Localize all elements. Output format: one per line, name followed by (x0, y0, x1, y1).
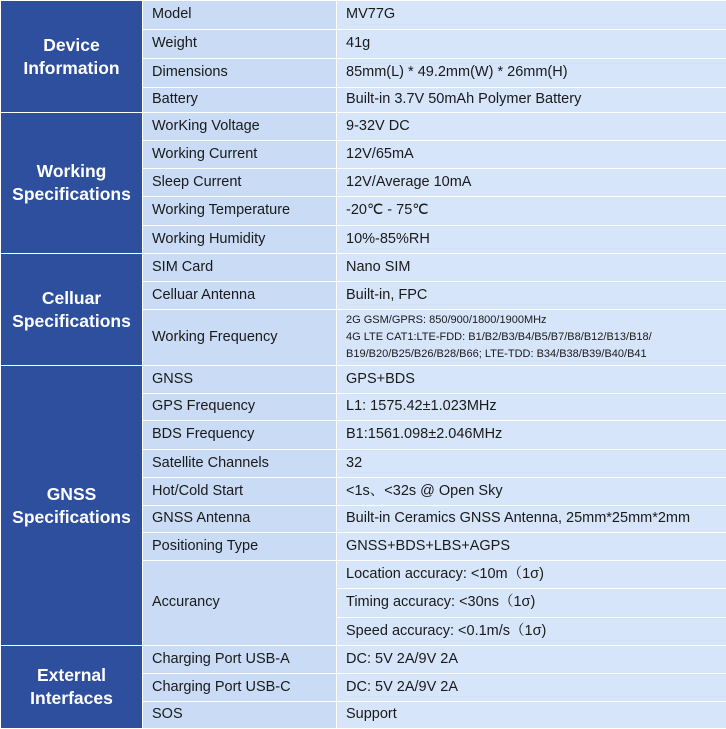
spec-value: Built-in 3.7V 50mAh Polymer Battery (337, 88, 726, 113)
spec-label: GNSS (143, 366, 337, 394)
frequency-line: 2G GSM/GPRS: 850/900/1800/1900MHz (346, 312, 726, 329)
spec-value: Support (337, 702, 726, 729)
section-title-line: Specifications (1, 183, 142, 206)
spec-label: SIM Card (143, 254, 337, 282)
section-title-line: Information (1, 57, 142, 80)
spec-label: Working Current (143, 141, 337, 169)
spec-label: SOS (143, 702, 337, 729)
section-title-line: Celluar (1, 287, 142, 310)
spec-value: B1:1561.098±2.046MHz (337, 421, 726, 450)
spec-value: 12V/Average 10mA (337, 169, 726, 197)
section-working-specifications (1, 113, 143, 254)
spec-value: 12V/65mA (337, 141, 726, 169)
spec-label: Hot/Cold Start (143, 478, 337, 506)
spec-label: Battery (143, 88, 337, 113)
spec-value-multiline (337, 310, 726, 366)
spec-label: Charging Port USB-C (143, 674, 337, 702)
spec-label: Working Frequency (143, 310, 337, 366)
spec-label: Weight (143, 30, 337, 59)
spec-label: Celluar Antenna (143, 282, 337, 310)
table-row (1, 254, 726, 282)
table-row (1, 1, 726, 30)
spec-value: GNSS+BDS+LBS+AGPS (337, 533, 726, 561)
spec-label: Satellite Channels (143, 450, 337, 478)
spec-value: Timing accuracy: <30ns（1σ) (337, 589, 726, 618)
section-title-line: External (1, 664, 142, 687)
spec-value: Speed accuracy: <0.1m/s（1σ) (337, 618, 726, 646)
spec-value: MV77G (337, 1, 726, 30)
spec-label: BDS Frequency (143, 421, 337, 450)
spec-value: Built-in Ceramics GNSS Antenna, 25mm*25mm*2mm (337, 506, 726, 533)
frequency-line: 4G LTE CAT1:LTE-FDD: B1/B2/B3/B4/B5/B7/B8/B12/B13/B18/ (346, 329, 726, 346)
spec-label: Charging Port USB-A (143, 646, 337, 674)
section-title-line: Device (1, 34, 142, 57)
section-title-line: Specifications (1, 506, 142, 529)
section-title-line: Specifications (1, 310, 142, 333)
spec-value: 85mm(L) * 49.2mm(W) * 26mm(H) (337, 59, 726, 88)
section-gnss-specifications (1, 366, 143, 646)
section-title-line: Interfaces (1, 687, 142, 710)
spec-value: 32 (337, 450, 726, 478)
spec-value: Nano SIM (337, 254, 726, 282)
spec-label: Dimensions (143, 59, 337, 88)
spec-value: 9-32V DC (337, 113, 726, 141)
spec-label: WorKing Voltage (143, 113, 337, 141)
section-device-information (1, 1, 143, 113)
spec-label: Positioning Type (143, 533, 337, 561)
table-row (1, 113, 726, 141)
spec-value: <1s、<32s @ Open Sky (337, 478, 726, 506)
spec-value: 10%-85%RH (337, 226, 726, 254)
spec-label: Accurancy (143, 561, 337, 646)
spec-label: GPS Frequency (143, 394, 337, 421)
spec-value: L1: 1575.42±1.023MHz (337, 394, 726, 421)
spec-label: GNSS Antenna (143, 506, 337, 533)
spec-label: Model (143, 1, 337, 30)
spec-label: Working Temperature (143, 197, 337, 226)
section-title-line: Working (1, 160, 142, 183)
frequency-line: B19/B20/B25/B26/B28/B66; LTE-TDD: B34/B38/B39/B40/B41 (346, 346, 726, 363)
spec-value: -20℃ - 75℃ (337, 197, 726, 226)
section-title-line: GNSS (1, 483, 142, 506)
table-row (1, 366, 726, 394)
spec-value: Location accuracy: <10m（1σ) (337, 561, 726, 589)
spec-value: DC: 5V 2A/9V 2A (337, 674, 726, 702)
spec-label: Sleep Current (143, 169, 337, 197)
section-external-interfaces (1, 646, 143, 729)
table-row (1, 646, 726, 674)
section-cellular-specifications (1, 254, 143, 366)
spec-value: Built-in, FPC (337, 282, 726, 310)
spec-value: GPS+BDS (337, 366, 726, 394)
spec-value: 41g (337, 30, 726, 59)
spec-value: DC: 5V 2A/9V 2A (337, 646, 726, 674)
spec-label: Working Humidity (143, 226, 337, 254)
